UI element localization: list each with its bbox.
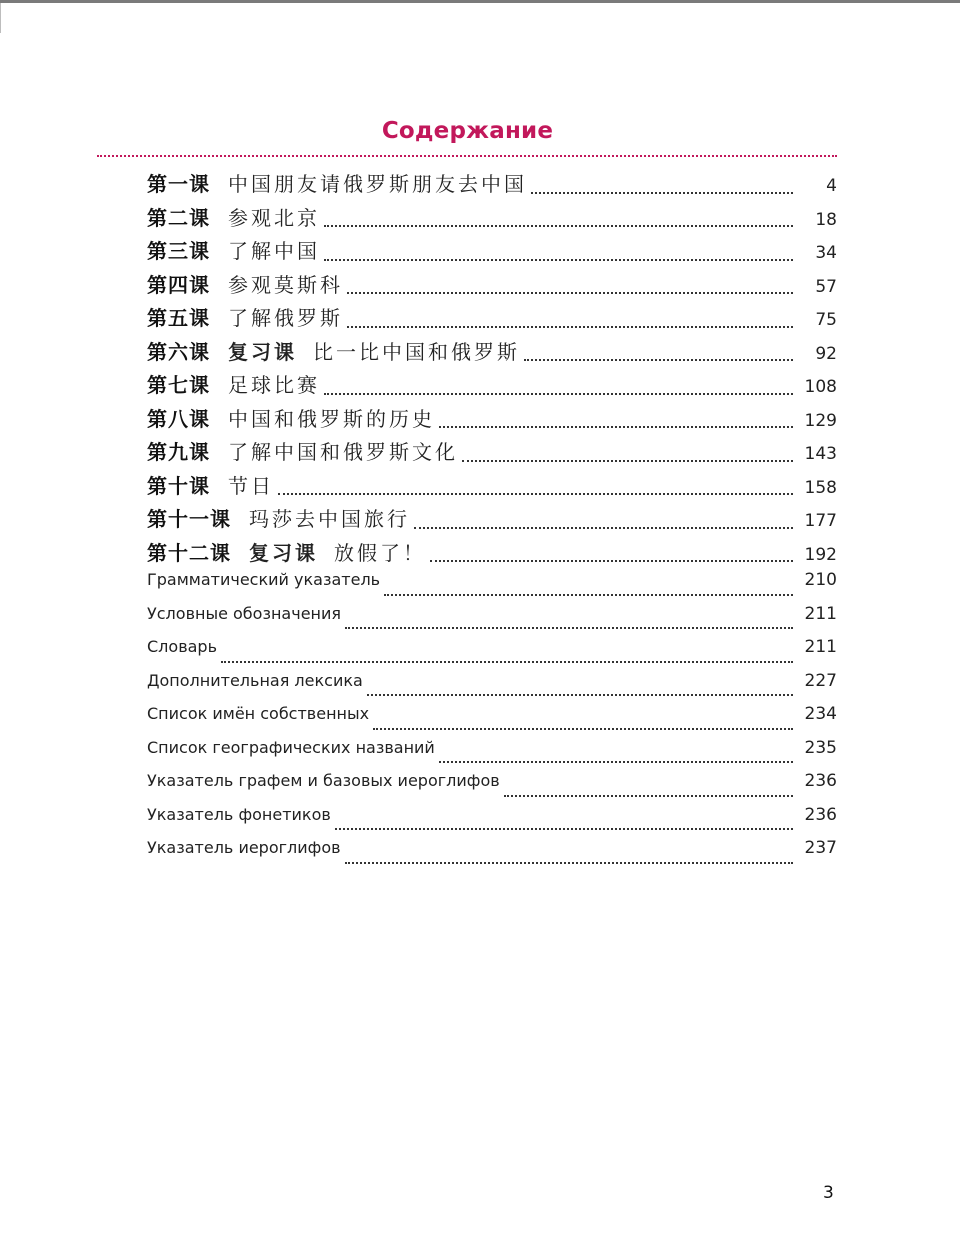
lesson-title: 参观北京: [228, 205, 320, 230]
dot-leader: [324, 392, 793, 395]
lesson-number: 第三课: [147, 239, 210, 263]
dot-leader: [324, 224, 793, 227]
toc-lesson-5[interactable]: [147, 302, 837, 336]
page-number: 235: [804, 737, 837, 758]
toc-lesson-6[interactable]: [147, 336, 837, 370]
lesson-title: 足球比赛: [228, 373, 320, 397]
lesson-number: 第五课: [147, 306, 210, 330]
appendix-title: Список имён собственных: [147, 704, 370, 723]
page-number: 210: [804, 570, 837, 590]
page-number: 236: [804, 771, 837, 791]
toc-appendix-geographic-names[interactable]: [147, 738, 837, 772]
dot-leader: [347, 291, 793, 294]
scan-top-border: [0, 0, 960, 3]
page-number: 192: [804, 544, 837, 565]
page-number: 234: [804, 704, 837, 724]
page-number: 34: [815, 243, 837, 263]
lesson-number: 第十二课: [147, 540, 231, 565]
dot-leader: [384, 593, 793, 596]
page-number: 4: [826, 176, 837, 196]
dot-leader: [414, 526, 793, 529]
toc-appendix-phonetics-index[interactable]: [147, 805, 837, 839]
page-number: 211: [804, 637, 837, 657]
toc-appendix-proper-names[interactable]: [147, 704, 837, 738]
title-dotted-divider: [97, 155, 837, 157]
appendix-title: Условные обозначения: [147, 603, 342, 623]
toc-appendix-legend[interactable]: [147, 604, 837, 638]
lesson-number: 第七课: [147, 373, 210, 397]
page-number: 236: [804, 804, 837, 825]
page-number: 177: [804, 511, 837, 531]
lesson-title: 玛莎去中国旅行: [249, 507, 410, 531]
lesson-number: 第十课: [147, 473, 210, 498]
review-label: 复习课: [228, 339, 297, 364]
lesson-title: 了解中国和俄罗斯文化: [228, 440, 458, 464]
page-number: 227: [804, 670, 837, 691]
dot-leader: [531, 191, 793, 194]
lesson-number: 第四课: [147, 272, 210, 297]
lesson-title: 中国朋友请俄罗斯朋友去中国: [228, 172, 527, 196]
appendix-title: Указатель графем и базовых иероглифов: [147, 771, 500, 790]
lesson-title: 比一比中国和俄罗斯: [313, 339, 520, 364]
toc-lesson-1[interactable]: [147, 168, 837, 202]
table-of-contents: [147, 168, 837, 872]
dot-leader: [462, 459, 793, 462]
toc-lesson-2[interactable]: [147, 202, 837, 236]
page-number: 18: [815, 209, 837, 230]
lesson-number: 第六课: [147, 339, 210, 364]
dot-leader: [524, 358, 793, 361]
page-number: 57: [815, 276, 837, 297]
toc-lesson-4[interactable]: [147, 269, 837, 303]
toc-lesson-10[interactable]: [147, 470, 837, 504]
dot-leader: [345, 626, 793, 629]
review-label: 复习课: [249, 540, 318, 565]
toc-appendix-graphemes-index[interactable]: [147, 771, 837, 805]
lesson-number: 第八课: [147, 406, 210, 431]
page-number: 129: [804, 410, 837, 431]
appendix-title: Словарь: [147, 637, 218, 656]
appendix-title: Указатель иероглифов: [147, 838, 341, 857]
toc-lesson-12[interactable]: [147, 537, 837, 571]
dot-leader: [345, 861, 793, 864]
lesson-number: 第二课: [147, 205, 210, 230]
dot-leader: [335, 827, 793, 830]
lesson-title: 了解中国: [228, 239, 320, 263]
dot-leader: [324, 258, 793, 261]
appendix-title: Грамматический указатель: [147, 570, 381, 589]
toc-lesson-7[interactable]: [147, 369, 837, 403]
dot-leader: [430, 559, 793, 562]
page-number: 237: [804, 838, 837, 858]
toc-appendix-characters-index[interactable]: [147, 838, 837, 872]
dot-leader: [439, 425, 793, 428]
toc-appendix-grammar-index[interactable]: [147, 570, 837, 604]
toc-appendix-dictionary[interactable]: [147, 637, 837, 671]
appendix-title: Список географических названий: [147, 737, 435, 757]
toc-lesson-11[interactable]: [147, 503, 837, 537]
dot-leader: [278, 492, 793, 495]
page-number: 92: [815, 343, 837, 364]
lesson-number: 第十一课: [147, 507, 231, 531]
dot-leader: [367, 693, 793, 696]
appendix-title: Дополнительная лексика: [147, 670, 363, 690]
lesson-title: 参观莫斯科: [228, 272, 343, 297]
dot-leader: [221, 660, 793, 663]
page-number: 143: [804, 444, 837, 464]
lesson-number: 第一课: [147, 172, 210, 196]
lesson-number: 第九课: [147, 440, 210, 464]
toc-lesson-8[interactable]: [147, 403, 837, 437]
dot-leader: [347, 325, 793, 328]
lesson-title: 中国和俄罗斯的历史: [228, 406, 435, 431]
toc-lesson-9[interactable]: [147, 436, 837, 470]
dot-leader: [439, 760, 793, 763]
footer-page-number: 3: [823, 1183, 834, 1203]
toc-lesson-3[interactable]: [147, 235, 837, 269]
page-number: 108: [804, 377, 837, 397]
dot-leader: [504, 794, 793, 797]
appendix-title: Указатель фонетиков: [147, 804, 331, 824]
page-number: 158: [804, 477, 837, 498]
toc-appendix-extra-vocabulary[interactable]: [147, 671, 837, 705]
page-number: 75: [815, 310, 837, 330]
scan-left-edge: [0, 3, 1, 33]
lesson-title: 节日: [228, 473, 274, 498]
page-number: 211: [804, 603, 837, 624]
page-title: Содержание: [381, 118, 554, 144]
lesson-title: 放假了！: [334, 540, 426, 565]
lesson-title: 了解俄罗斯: [228, 306, 343, 330]
dot-leader: [373, 727, 793, 730]
